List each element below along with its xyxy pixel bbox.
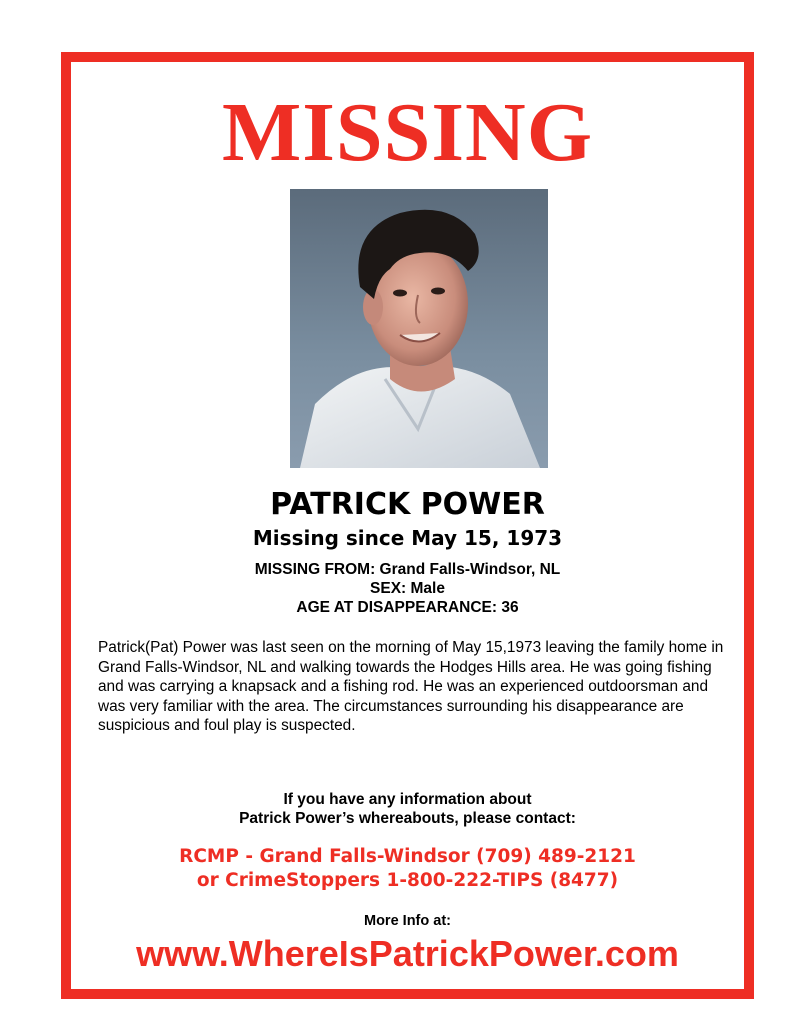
missing-from-fact: MISSING FROM: Grand Falls-Windsor, NL — [254, 561, 561, 578]
age-fact: AGE AT DISAPPEARANCE: 36 — [296, 599, 519, 616]
missing-person-name: PATRICK POWER — [270, 487, 545, 522]
poster-content — [71, 62, 744, 989]
poster-frame — [61, 52, 754, 999]
more-info-label: More Info at: — [364, 913, 451, 929]
missing-headline: MISSING — [221, 86, 594, 179]
portrait-photo — [290, 189, 548, 468]
crimestoppers-contact: or CrimeStoppers 1-800-222-TIPS (8477) — [196, 870, 619, 891]
contact-prompt-line-2: Patrick Power’s whereabouts, please contact: — [239, 810, 576, 827]
missing-since-date: Missing since May 15, 1973 — [252, 526, 563, 550]
contact-prompt-line-1: If you have any information about — [283, 791, 532, 808]
contact-numbers — [71, 845, 744, 893]
disappearance-description: Patrick(Pat) Power was last seen on the morning of May 15,1973 leaving the family home in Grand Falls-Windsor, NL and walking towards the Hodges Hills area. He was going fishing and was carrying a knapsack and a fishing rod. He was an experienced outdoorsman and was very familiar with the area. The circumstances surrounding his disappearance are suspicious and foul play is suspected. — [98, 639, 724, 735]
rcmp-contact: RCMP - Grand Falls-Windsor (709) 489-2121 — [179, 846, 636, 867]
contact-prompt — [71, 790, 744, 828]
website-link[interactable]: www.WhereIsPatrickPower.com — [136, 933, 679, 974]
sex-fact: SEX: Male — [370, 580, 445, 597]
person-facts — [71, 560, 744, 617]
